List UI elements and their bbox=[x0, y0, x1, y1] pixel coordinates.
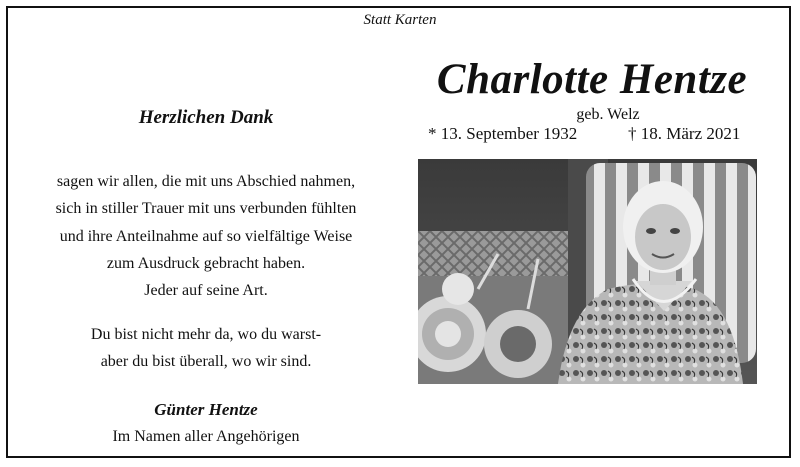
quote-line: Du bist nicht mehr da, wo du warst- bbox=[90, 326, 322, 343]
quote-line: aber du bist überall, wo wir sind. bbox=[100, 353, 312, 371]
deceased-name: Charlotte Hentze bbox=[436, 56, 748, 103]
death-date: † 18. März 2021 bbox=[628, 124, 741, 143]
thanks-title: Herzlichen Dank bbox=[138, 107, 274, 128]
quote-paragraph bbox=[20, 321, 392, 376]
thanks-line: sich in stiller Trauer mit uns verbunden fühlten bbox=[55, 200, 357, 218]
thanks-line: zum Ausdruck gebracht haben. bbox=[106, 254, 306, 272]
header-statt-karten: Statt Karten bbox=[363, 12, 437, 28]
thanks-line: sagen wir allen, die mit uns Abschied nahmen, bbox=[56, 173, 356, 190]
thanks-line: und ihre Anteilnahme auf so vielfältige Weise bbox=[59, 227, 353, 245]
birth-date: * 13. September 1932 bbox=[428, 124, 578, 143]
signer-name: Günter Hentze bbox=[154, 400, 258, 419]
maiden-name: geb. Welz bbox=[576, 106, 640, 123]
thanks-line: Jeder auf seine Art. bbox=[144, 282, 268, 300]
thanks-paragraph bbox=[20, 168, 392, 304]
portrait-photo bbox=[418, 159, 757, 384]
on-behalf-text: Im Namen aller Angehörigen bbox=[112, 428, 300, 445]
